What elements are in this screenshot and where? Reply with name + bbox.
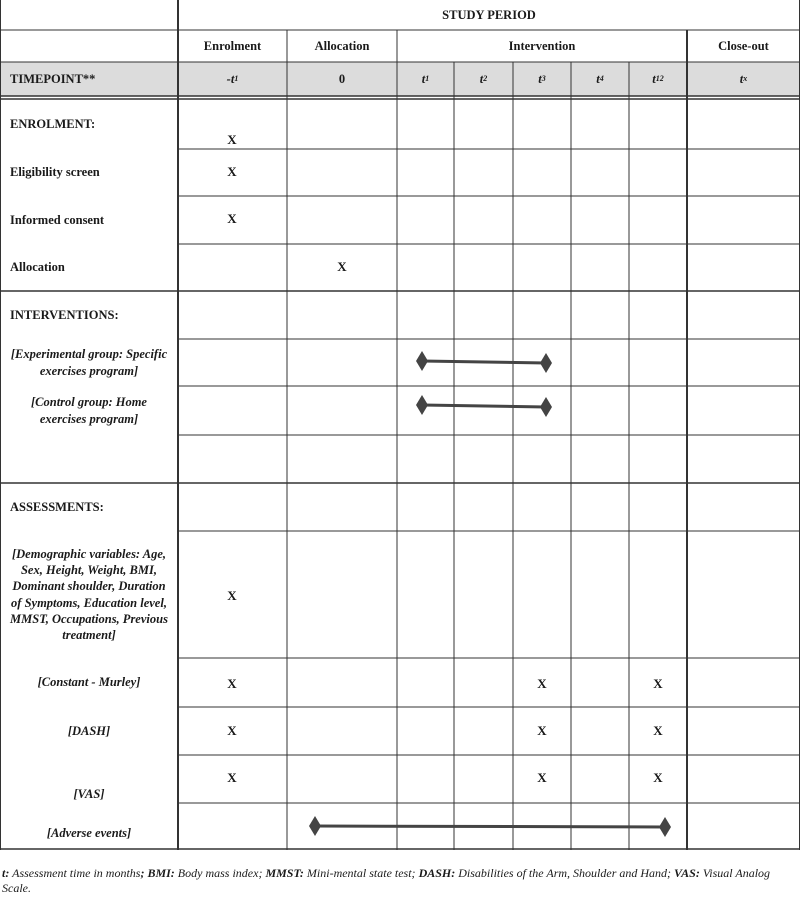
timepoint-t12: t 12 xyxy=(652,71,664,86)
study-period-header: STUDY PERIOD xyxy=(442,7,536,22)
row-demographic-variables: [Demographic variables: Age, Sex, Height, Weight, BMI, Dominant shoulder, Duration of Symptoms, Education level, MMST, Occupations, Previous treatment] xyxy=(10,546,168,642)
intervention-column-header: Intervention xyxy=(508,38,576,53)
section-assessments: ASSESSMENTS: xyxy=(10,499,104,514)
section-interventions: INTERVENTIONS: xyxy=(10,307,119,322)
adverse-events-duration-span xyxy=(305,816,677,838)
row-experimental-group: [Experimental group: Specific exercises program] xyxy=(10,347,168,378)
mark-demographic-enrolment: X xyxy=(227,588,237,603)
mark-dash-enrolment: X xyxy=(227,723,237,738)
mark-dash-t12: X xyxy=(653,723,663,738)
timepoint-tx: t x xyxy=(739,71,748,86)
diamond-end-icon xyxy=(659,817,671,837)
row-eligibility-screen: Eligibility screen xyxy=(10,165,100,180)
section-enrolment: ENROLMENT: xyxy=(10,116,96,131)
timepoint-label: TIMEPOINT** xyxy=(10,71,96,86)
mark-dash-t3: X xyxy=(537,723,547,738)
diamond-end-icon xyxy=(540,397,552,417)
timepoint-t3: t 3 xyxy=(538,71,546,86)
mark-constant-t12: X xyxy=(653,676,663,691)
mark-consent-enrolment: X xyxy=(227,211,237,226)
allocation-column-header: Allocation xyxy=(314,38,370,53)
mark-vas-enrolment: X xyxy=(227,770,237,785)
diamond-start-icon xyxy=(416,395,428,415)
mark-vas-t3: X xyxy=(537,770,547,785)
mark-enrolment-enrolment: X xyxy=(227,132,237,147)
row-constant-murley: [Constant - Murley] xyxy=(37,675,141,690)
mark-allocation-allocation: X xyxy=(337,259,347,274)
timepoint-allocation: 0 xyxy=(338,71,346,86)
row-control-group: [Control group: Home exercises program] xyxy=(31,395,147,426)
close-out-column-header: Close-out xyxy=(718,38,769,53)
experimental-duration-span xyxy=(412,351,558,373)
abbreviations-footnote: t: Assessment time in months; BMI: Body mass index; MMST: Mini-mental state test; DASH: Disabilities of the Arm, Shoulder and Hand; VAS: Visual Analog Scale. xyxy=(2,866,771,895)
diamond-start-icon xyxy=(416,351,428,371)
mark-constant-t3: X xyxy=(537,676,547,691)
row-informed-consent: Informed consent xyxy=(10,212,105,227)
row-allocation: Allocation xyxy=(10,260,65,275)
timepoint-t1: t 1 xyxy=(421,71,430,86)
row-dash: [DASH] xyxy=(67,723,111,738)
row-adverse-events: [Adverse events] xyxy=(46,825,132,840)
mark-constant-enrolment: X xyxy=(227,676,237,691)
timepoint-t2: t 2 xyxy=(479,71,488,86)
control-duration-span xyxy=(412,395,558,417)
timepoint-enrolment: -t 1 xyxy=(226,71,239,86)
enrolment-column-header: Enrolment xyxy=(203,38,262,53)
diamond-end-icon xyxy=(540,353,552,373)
diamond-start-icon xyxy=(309,816,321,836)
row-vas: [VAS] xyxy=(73,786,105,801)
mark-eligibility-enrolment: X xyxy=(227,164,237,179)
mark-vas-t12: X xyxy=(653,770,663,785)
timepoint-t4: t 4 xyxy=(596,71,604,86)
